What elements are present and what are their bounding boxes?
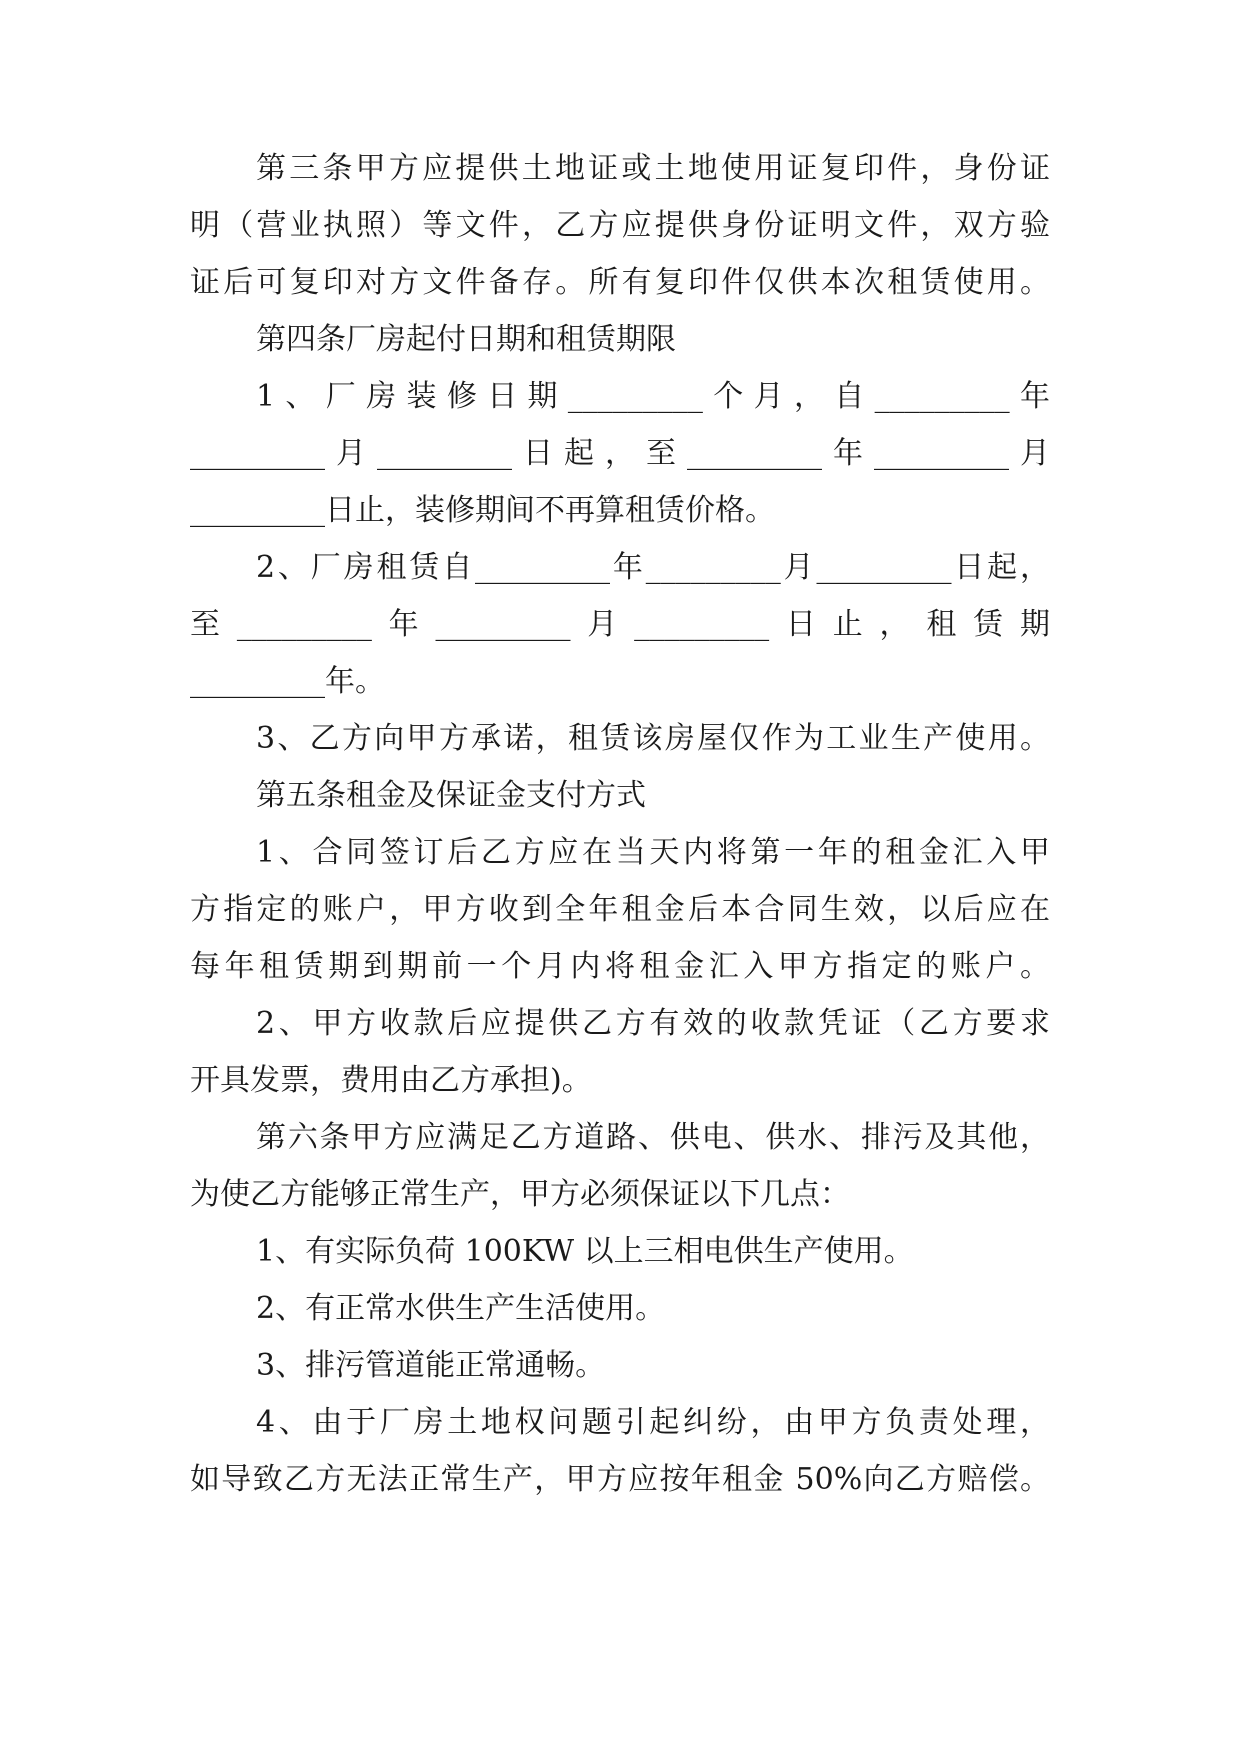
paragraph-line: 2、甲方收款后应提供乙方有效的收款凭证（乙方要求 — [256, 1006, 1050, 1041]
paragraph-line: 3、排污管道能正常通畅。 — [256, 1348, 606, 1383]
paragraph-line: 为使乙方能够正常生产，甲方必须保证以下几点： — [190, 1177, 850, 1212]
paragraph-line: _________日止，装修期间不再算租赁价格。 — [190, 493, 775, 528]
paragraph-line: 第四条厂房起付日期和租赁期限 — [256, 322, 676, 357]
paragraph-line: 1、有实际负荷 100KW 以上三相电供生产使用。 — [256, 1234, 914, 1269]
paragraph-line: 2、有正常水供生产生活使用。 — [256, 1291, 666, 1326]
paragraph-line: 证后可复印对方文件备存。所有复印件仅供本次租赁使用。 — [190, 265, 1050, 300]
paragraph-line: 每年租赁期到期前一个月内将租金汇入甲方指定的账户。 — [190, 949, 1050, 984]
paragraph-line: 第三条甲方应提供土地证或土地使用证复印件，身份证 — [256, 151, 1050, 186]
paragraph-line: 4、由于厂房土地权问题引起纠纷，由甲方负责处理， — [256, 1405, 1050, 1440]
paragraph-line: 第五条租金及保证金支付方式 — [256, 778, 646, 813]
paragraph-line: 1、厂房装修日期_________个月，自_________年 — [256, 379, 1050, 414]
paragraph-line: 2、厂房租赁自_________年_________月_________日起， — [256, 550, 1050, 585]
paragraph-line: 明（营业执照）等文件，乙方应提供身份证明文件，双方验 — [190, 208, 1050, 243]
paragraph-line: 第六条甲方应满足乙方道路、供电、供水、排污及其他， — [256, 1120, 1050, 1155]
paragraph-line: 如导致乙方无法正常生产，甲方应按年租金 50%向乙方赔偿。 — [190, 1462, 1050, 1497]
paragraph-line: _________月_________日起，至_________年_________月 — [190, 436, 1050, 471]
paragraph-line: 至_________年_________月_________日止，租赁期 — [190, 607, 1050, 642]
paragraph-line: 3、乙方向甲方承诺，租赁该房屋仅作为工业生产使用。 — [256, 721, 1050, 756]
paragraph-line: 方指定的账户，甲方收到全年租金后本合同生效，以后应在 — [190, 892, 1050, 927]
paragraph-line: 1、合同签订后乙方应在当天内将第一年的租金汇入甲 — [256, 835, 1050, 870]
paragraph-line: 开具发票，费用由乙方承担)。 — [190, 1063, 592, 1098]
paragraph-line: _________年。 — [190, 664, 385, 699]
